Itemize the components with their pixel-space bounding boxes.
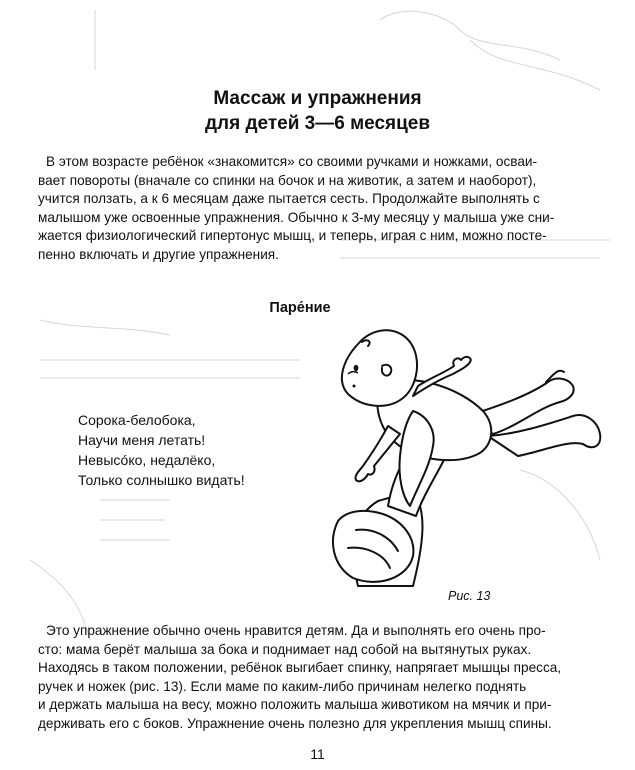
intro-paragraph	[38, 153, 608, 265]
intro-line: жается физиологический гипертонус мышц, и теперь, играя с ним, можно посте-	[38, 228, 547, 244]
page-title-line-1: Массаж и упражнения	[213, 88, 422, 109]
page-title-line-2: для детей 3—6 месяцев	[204, 113, 431, 134]
poem-line: Научи меня летать!	[78, 432, 206, 448]
intro-line: учится ползать, а к 6 месяцам даже пытается сесть. Продолжайте выполнять с	[38, 191, 540, 207]
baby-head	[342, 330, 417, 406]
exercise-title: Паре́ние	[269, 300, 331, 316]
description-line: Это упражнение обычно очень нравится детям. Да и выполнять его очень про-	[46, 623, 546, 638]
intro-line: вает повороты (вначале со спинки на бочок и на животик, а затем и наоборот),	[38, 172, 537, 188]
poem	[78, 410, 245, 490]
description-line: Находясь в таком положении, ребёнок выгибает спинку, напрягает мышцы пресса,	[38, 660, 562, 676]
description-line: сто: мама берёт малыша за бока и поднимает над собой на вытянутых руках.	[38, 641, 532, 657]
intro-line: малышом уже освоенные упражнения. Обычно к 3-му месяцу у малыша уже сни-	[38, 209, 555, 225]
page-number: 11	[310, 746, 325, 762]
baby-illustration	[318, 316, 613, 588]
poem-line: Только солнышко видать!	[78, 472, 245, 488]
description-line: и держать малыша на весу, можно положить малыша животиком на мячик и при-	[38, 697, 552, 713]
intro-line: пенно включать и другие упражнения.	[38, 246, 279, 262]
description-line: ручек и ножек (рис. 13). Если маме по каким-либо причинам нелегко поднять	[38, 678, 527, 694]
figure-caption: Рис. 13	[448, 589, 491, 603]
poem-line: Невысо́ко, недалёко,	[78, 452, 216, 468]
description-line: держивать его с боков. Упражнение очень полезно для укрепления мышц спины.	[38, 715, 552, 731]
baby-arm-2	[355, 426, 400, 481]
intro-line: В этом возрасте ребёнок «знакомится» со своими ручками и ножками, осваи-	[46, 154, 538, 169]
poem-line: Сорока-белобока,	[78, 412, 196, 428]
description-paragraph	[38, 622, 608, 734]
